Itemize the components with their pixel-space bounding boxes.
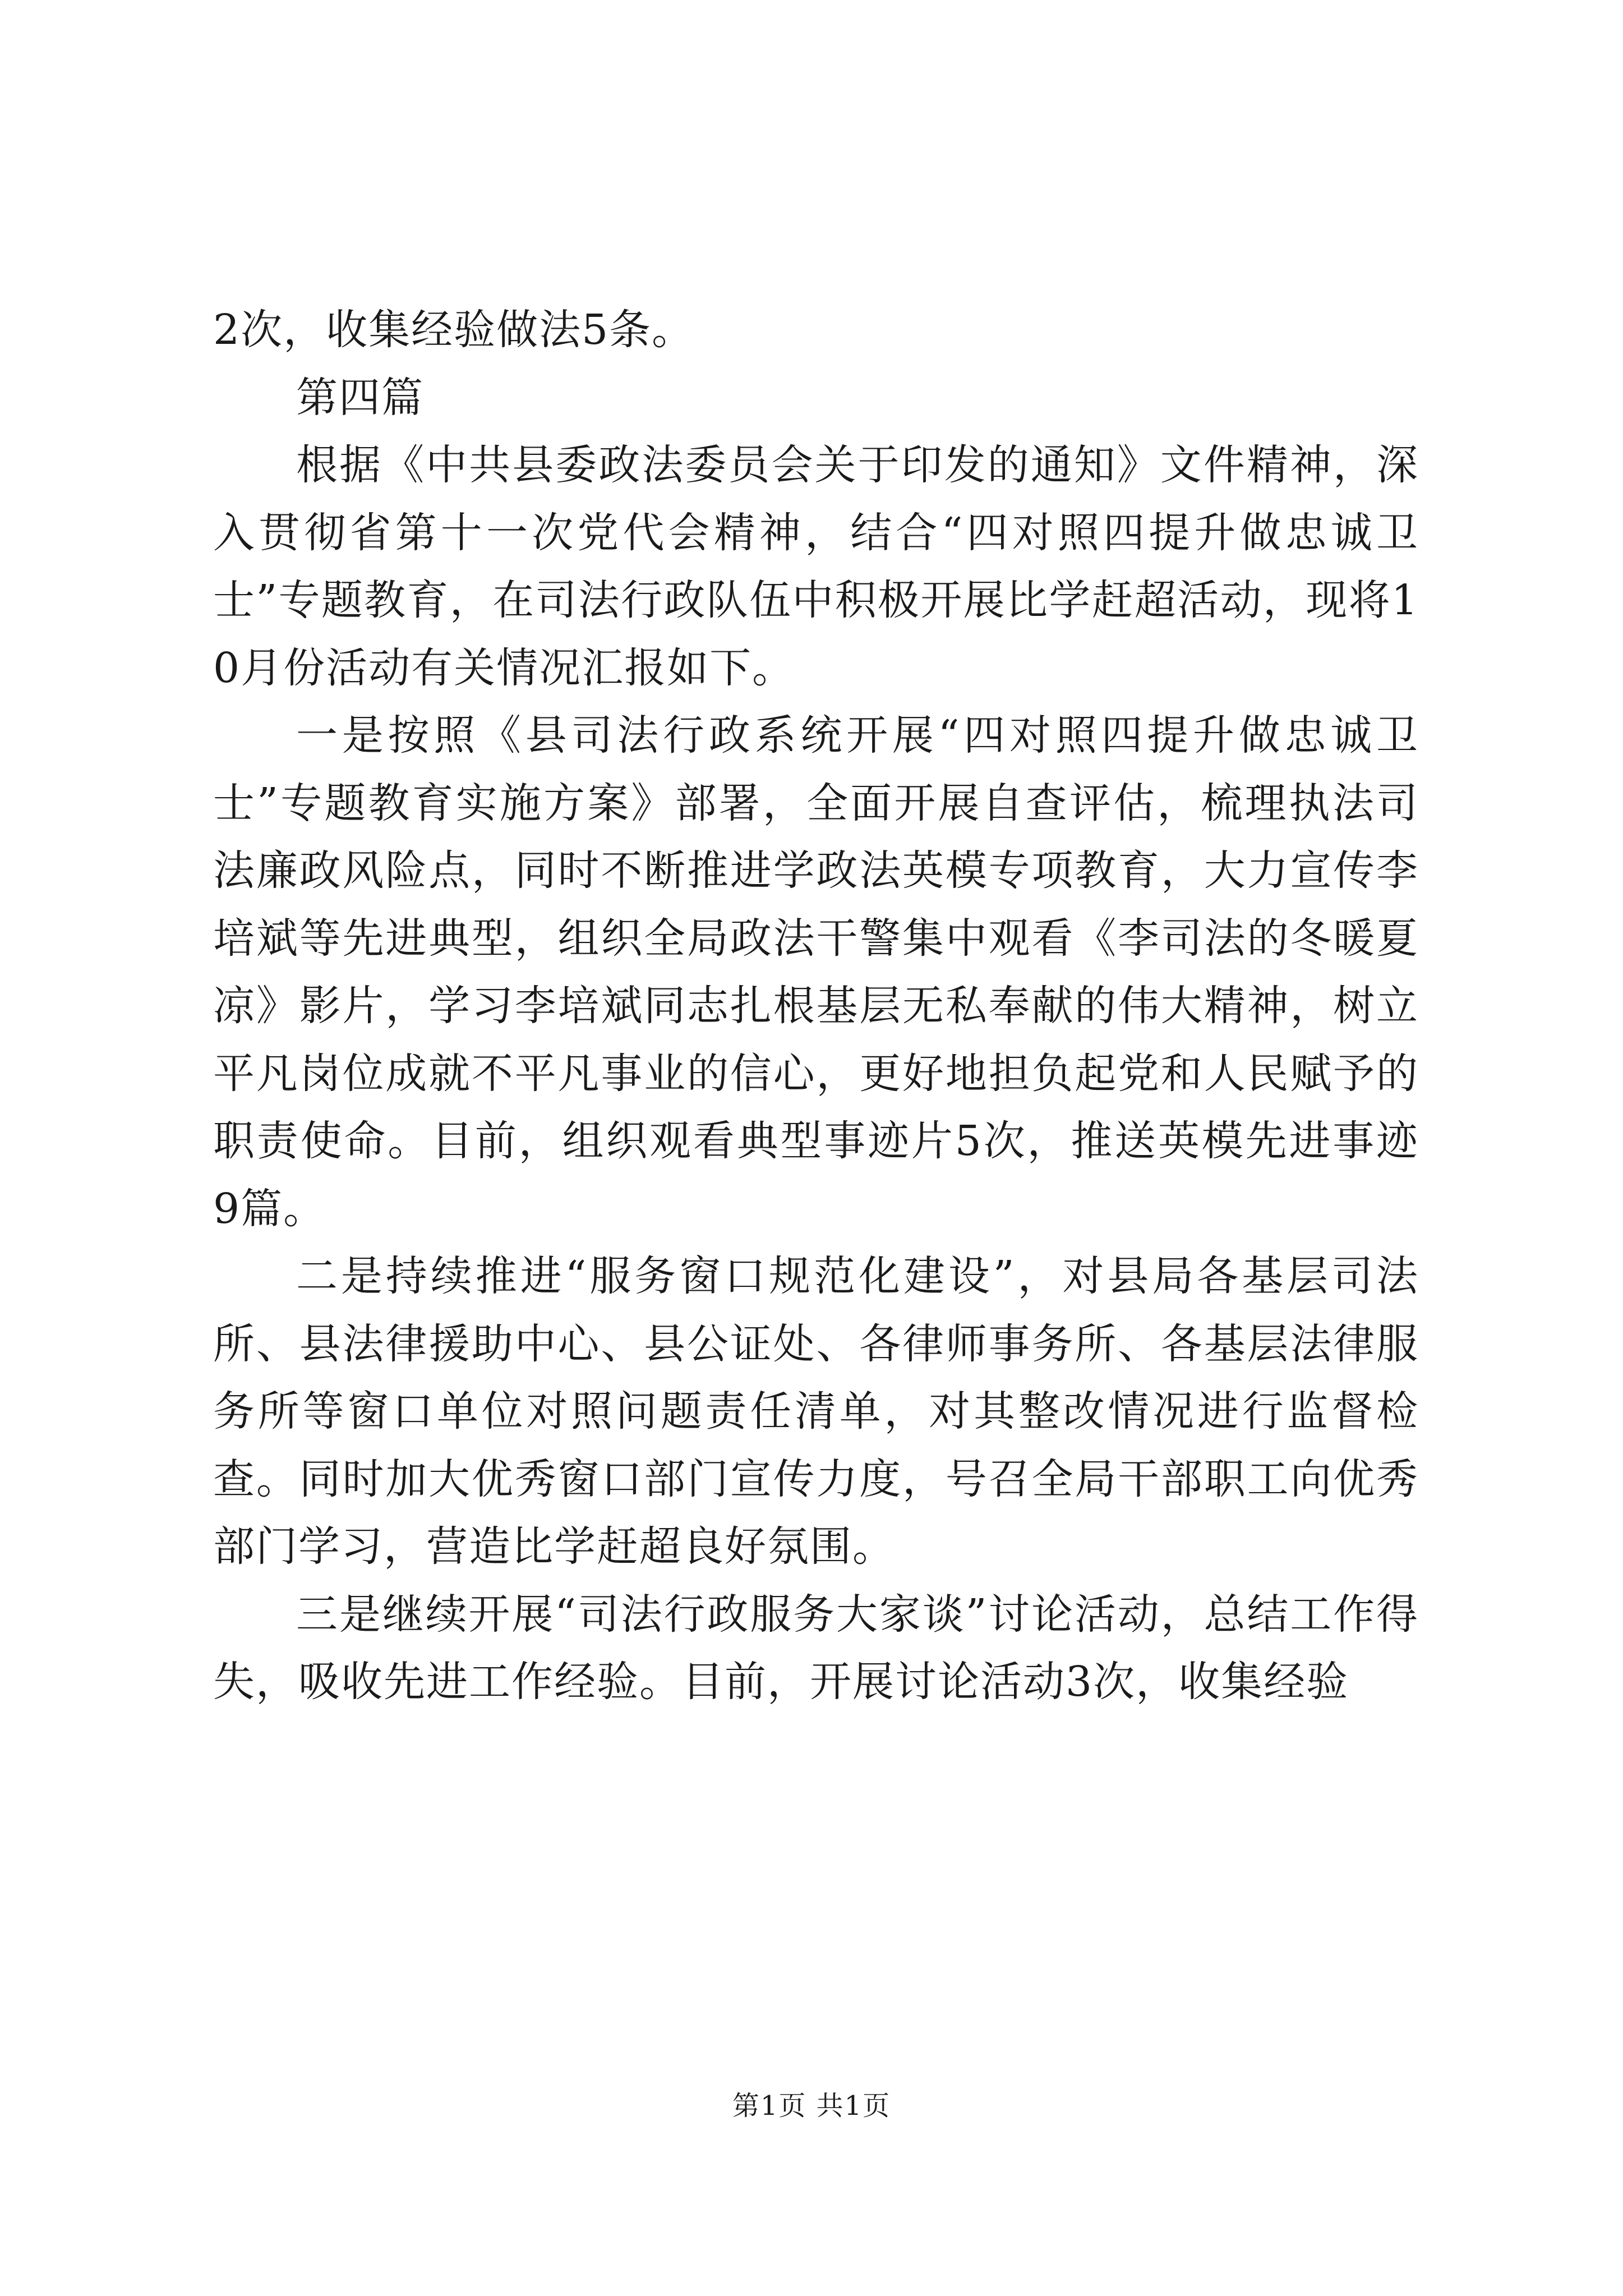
paragraph-item-2: 二是持续推进“服务窗口规范化建设”，对县局各基层司法所、县法律援助中心、县公证处、各律师事务所、各基层法律服务所等窗口单位对照问题责任清单，对其整改情况进行监督检查。同时加大优秀窗口部门宣传力度，号召全局干部职工向优秀部门学习，营造比学赶超良好氛围。 — [213, 1252, 1419, 1571]
document-body — [213, 296, 1419, 1716]
paragraph-item-3: 三是继续开展“司法行政服务大家谈”讨论活动，总结工作得失，吸收先进工作经验。目前，开展讨论活动3次，收集经验 — [213, 1590, 1419, 1706]
page-number-footer: 第1页 共1页 — [732, 2090, 891, 2122]
section-heading: 第四篇 — [296, 373, 424, 422]
paragraph-intro: 根据《中共县委政法委员会关于印发的通知》文件精神，深入贯彻省第十一次党代会精神，结合“四对照四提升做忠诚卫士”专题教育，在司法行政队伍中积极开展比学赶超活动，现将10月份活动有关情况汇报如下。 — [213, 441, 1419, 692]
paragraph-item-1: 一是按照《县司法行政系统开展“四对照四提升做忠诚卫士”专题教育实施方案》部署，全面开展自查评估，梳理执法司法廉政风险点，同时不断推进学政法英模专项教育，大力宣传李培斌等先进典型，组织全局政法干警集中观看《李司法的冬暖夏凉》影片，学习李培斌同志扎根基层无私奉献的伟大精神，树立平凡岗位成就不平凡事业的信心，更好地担负起党和人民赋予的职责使命。目前，组织观看典型事迹片5次，推送英模先进事迹9篇。 — [213, 711, 1419, 1233]
paragraph-continuation: 2次，收集经验做法5条。 — [213, 306, 695, 354]
